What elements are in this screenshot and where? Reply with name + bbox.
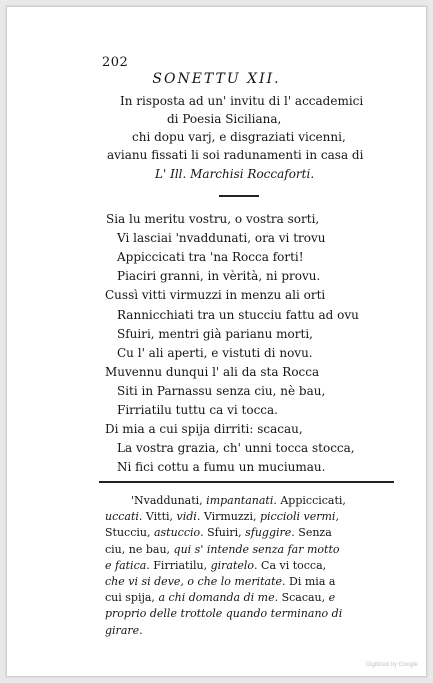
footnote-term: 'Nvaddunati, [131, 494, 207, 507]
poem-line: La vostra grazia, ch' unni tocca stocca, [117, 441, 355, 456]
footnote-gloss: uccati [105, 510, 139, 524]
footnote-gloss: astuccio [153, 526, 201, 540]
poem-line: Piaciri granni, in vèrità, ni provu. [117, 269, 321, 284]
footnote-divider [99, 481, 394, 483]
footnote-term: . Vitti, [138, 510, 177, 524]
footnote-line [105, 559, 326, 572]
page-number: 202 [102, 55, 129, 70]
footnote-gloss: e [328, 591, 336, 605]
dedication-text: L' Ill. Marchisi Roccaforti. [155, 167, 315, 181]
sonnet-title: SONETTU XII. [152, 71, 281, 87]
heading-line-2: di Poesia Siciliana, [167, 112, 282, 126]
footnote-term: . Firriatilu, [146, 558, 211, 572]
poem-line: Vi lasciai 'nvaddunati, ora vi trovu [117, 231, 326, 246]
footnote-line [105, 624, 143, 637]
dedication-line [155, 167, 314, 181]
heading-line-3: chi dopu varj, e disgraziati vicenni, [132, 130, 346, 144]
footnote-line [105, 543, 340, 556]
footnote-term: Stucciu, [105, 526, 154, 540]
poem-line: Cussì vitti virmuzzi in menzu ali orti [105, 288, 326, 303]
poem-line: Rannicchiati tra un stucciu fattu ad ovu [117, 307, 359, 322]
heading-line-1: In risposta ad un' invitu di l' accademici [120, 94, 364, 108]
footnote-line [131, 494, 346, 507]
footnote-gloss: qui s' intende senza far motto [173, 542, 340, 556]
footnote-gloss: proprio delle trottole quando terminano di [105, 607, 343, 621]
poem-line: Di mia a cui spija dirriti: scacau, [105, 422, 303, 437]
footnote-term: . Ca vi tocca, [254, 558, 327, 572]
footnote-line [105, 607, 342, 620]
watermark: Digitized by Google [365, 662, 418, 668]
poem-line: Muvennu dunqui l' ali da sta Rocca [105, 364, 320, 379]
footnote-term: . Senza [291, 526, 332, 540]
heading-line-4: avianu fissati li soi radunamenti in casa di [107, 148, 364, 162]
footnote-gloss: girare [105, 623, 140, 637]
footnote-term: cui spija, [105, 591, 159, 605]
poem-line: Siti in Parnassu senza ciu, nè bau, [117, 383, 326, 398]
poem-line: Sia lu meritu vostru, o vostra sorti, [106, 212, 320, 226]
footnote-gloss: sfuggire [245, 526, 292, 540]
poem-line: Firriatilu tuttu ca vi tocca. [117, 403, 278, 417]
book-page [6, 6, 427, 677]
footnote-gloss: a chi domanda di me [158, 591, 275, 605]
poem-line: Appiccicati tra 'na Rocca forti! [117, 250, 304, 265]
footnote-term: . Appiccicati, [273, 494, 346, 507]
footnote-term: . Scacau, [274, 591, 329, 605]
footnote-term: . Sfuiri, [200, 526, 246, 540]
title-divider [219, 195, 259, 197]
footnote-gloss: che vi si deve, o che lo meritate [105, 575, 283, 588]
poem-line: Cu l' ali aperti, e vistuti di novu. [117, 345, 313, 360]
footnote-term: . Virmuzzi, [196, 510, 260, 524]
footnote-line [105, 526, 332, 539]
footnote-line [105, 510, 339, 523]
poem-line: Sfuiri, mentri già parianu morti, [117, 326, 313, 341]
footnote-term: . [139, 623, 143, 637]
footnote-gloss: giratelo [210, 558, 255, 572]
footnote-gloss: impantanati [206, 494, 274, 507]
footnote-line [105, 591, 335, 604]
footnote-gloss: e fatica [105, 558, 147, 572]
footnote-line [105, 575, 335, 588]
footnote-term: . Di mia a [282, 575, 336, 588]
footnote-term: ciu, ne bau, [105, 542, 174, 556]
poem-line: Ni fici cottu a fumu un muciumau. [117, 460, 326, 475]
footnote-gloss: vidi [176, 510, 197, 524]
footnote-gloss: piccioli vermi, [259, 510, 339, 524]
